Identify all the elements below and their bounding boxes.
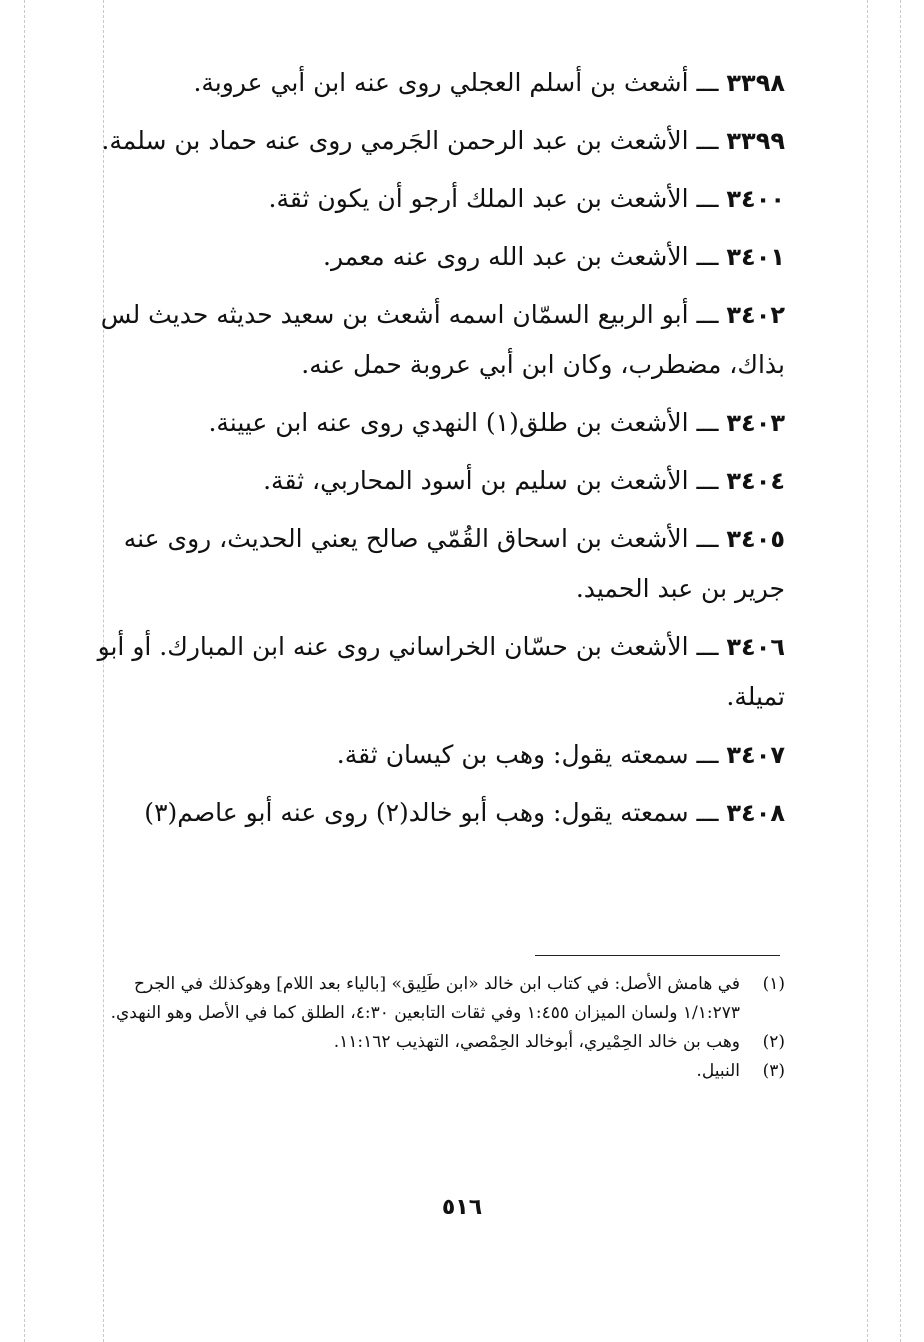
entries-list [95, 58, 785, 846]
entry-3399: ٣٣٩٩ ـــ الأشعث بن عبد الرحمن الجَرمي روى عنه حماد بن سلمة. [101, 126, 785, 155]
footnote-1 [95, 970, 785, 1028]
entry-3400: ٣٤٠٠ ـــ الأشعث بن عبد الملك أرجو أن يكون ثقة. [268, 184, 785, 213]
entry-number: ٣٤٠٣ [726, 409, 785, 437]
entry-text: سمعته يقول: وهب بن كيسان ثقة. [336, 740, 689, 769]
entry-text: الأشعث بن سليم بن أسود المحاربي، ثقة. [263, 466, 689, 495]
entry-text: الأشعث بن اسحاق القُمّي صالح يعني الحديث، روى عنه جرير بن عبد الحميد. [123, 524, 785, 603]
entry-3407: ٣٤٠٧ ـــ سمعته يقول: وهب بن كيسان ثقة. [336, 740, 785, 769]
margin-guide-right-outer [900, 0, 901, 1342]
entry-3398: ٣٣٩٨ ـــ أشعث بن أسلم العجلي روى عنه ابن أبي عروبة. [193, 68, 785, 97]
footnote-marker: (١) [762, 974, 785, 994]
entry-3408: ٣٤٠٨ ـــ سمعته يقول: وهب أبو خالد(٢) روى عنه أبو عاصم(٣) [144, 798, 785, 827]
entry-3403: ٣٤٠٣ ـــ الأشعث بن طلق(١) النهدي روى عنه ابن عيينة. [208, 408, 785, 437]
entry-number: ٣٤٠٤ [726, 467, 785, 495]
entry-text: الأشعث بن عبد الله روى عنه معمر. [323, 242, 689, 271]
entry-number: ٣٤٠١ [726, 243, 785, 271]
entry-text: الأشعث بن طلق(١) النهدي روى عنه ابن عيينة. [208, 408, 689, 437]
footnote-marker: (٣) [762, 1061, 785, 1081]
page-number: ٥١٦ [441, 1195, 483, 1220]
entry-number: ٣٤٠٥ [726, 525, 785, 553]
footnotes [95, 970, 785, 1086]
entry-number: ٣٤٠٢ [726, 301, 785, 329]
footnote-divider [535, 955, 780, 956]
entry-text: سمعته يقول: وهب أبو خالد(٢) روى عنه أبو عاصم(٣) [144, 798, 689, 827]
entry-number: ٣٤٠٧ [726, 741, 785, 769]
entry-3402: ٣٤٠٢ ـــ أبو الربيع السمّان اسمه أشعث بن سعيد حديثه حديث لس بذاك، مضطرب، وكان ابن أبي عروبة حمل عنه. [100, 300, 785, 379]
entry-number: ٣٤٠٨ [726, 799, 785, 827]
entry-text: الأشعث بن حسّان الخراساني روى عنه ابن المبارك. أو أبو تميلة. [97, 632, 785, 711]
entry-text: الأشعث بن عبد الرحمن الجَرمي روى عنه حماد بن سلمة. [101, 126, 689, 155]
entry-number: ٣٣٩٩ [726, 127, 785, 155]
footnote-text: النبيل. [696, 1061, 740, 1081]
entry-text: الأشعث بن عبد الملك أرجو أن يكون ثقة. [268, 184, 689, 213]
footnote-text: في هامش الأصل: في كتاب ابن خالد «ابن طَلِيق» [بالياء بعد اللام] وهوكذلك في الجرح ١/١:٢٧٣ ولسان الميزان ١:٤٥٥ وفي ثقات التابعين ٤:٣٠، الطلق كما في الأصل وهو النهدي. [110, 974, 740, 1023]
entry-number: ٣٤٠٠ [726, 185, 785, 213]
margin-guide-right-inner [867, 0, 868, 1342]
entry-text: أشعث بن أسلم العجلي روى عنه ابن أبي عروبة. [193, 68, 689, 97]
entry-3406: ٣٤٠٦ ـــ الأشعث بن حسّان الخراساني روى عنه ابن المبارك. أو أبو تميلة. [97, 632, 785, 711]
entry-3404: ٣٤٠٤ ـــ الأشعث بن سليم بن أسود المحاربي، ثقة. [263, 466, 785, 495]
entry-text: أبو الربيع السمّان اسمه أشعث بن سعيد حديثه حديث لس بذاك، مضطرب، وكان ابن أبي عروبة حمل عنه. [100, 300, 785, 379]
entry-3405: ٣٤٠٥ ـــ الأشعث بن اسحاق القُمّي صالح يعني الحديث، روى عنه جرير بن عبد الحميد. [123, 524, 785, 603]
footnote-marker: (٢) [762, 1032, 785, 1052]
footnote-3 [95, 1057, 785, 1086]
footnote-2 [95, 1028, 785, 1057]
footnote-text: وهب بن خالد الحِمْيري، أبوخالد الحِمْصي، التهذيب ١١:١٦٢. [333, 1032, 740, 1052]
entry-number: ٣٣٩٨ [726, 69, 785, 97]
entry-number: ٣٤٠٦ [726, 633, 785, 661]
margin-guide-left-outer [24, 0, 25, 1342]
entry-3401: ٣٤٠١ ـــ الأشعث بن عبد الله روى عنه معمر. [323, 242, 785, 271]
